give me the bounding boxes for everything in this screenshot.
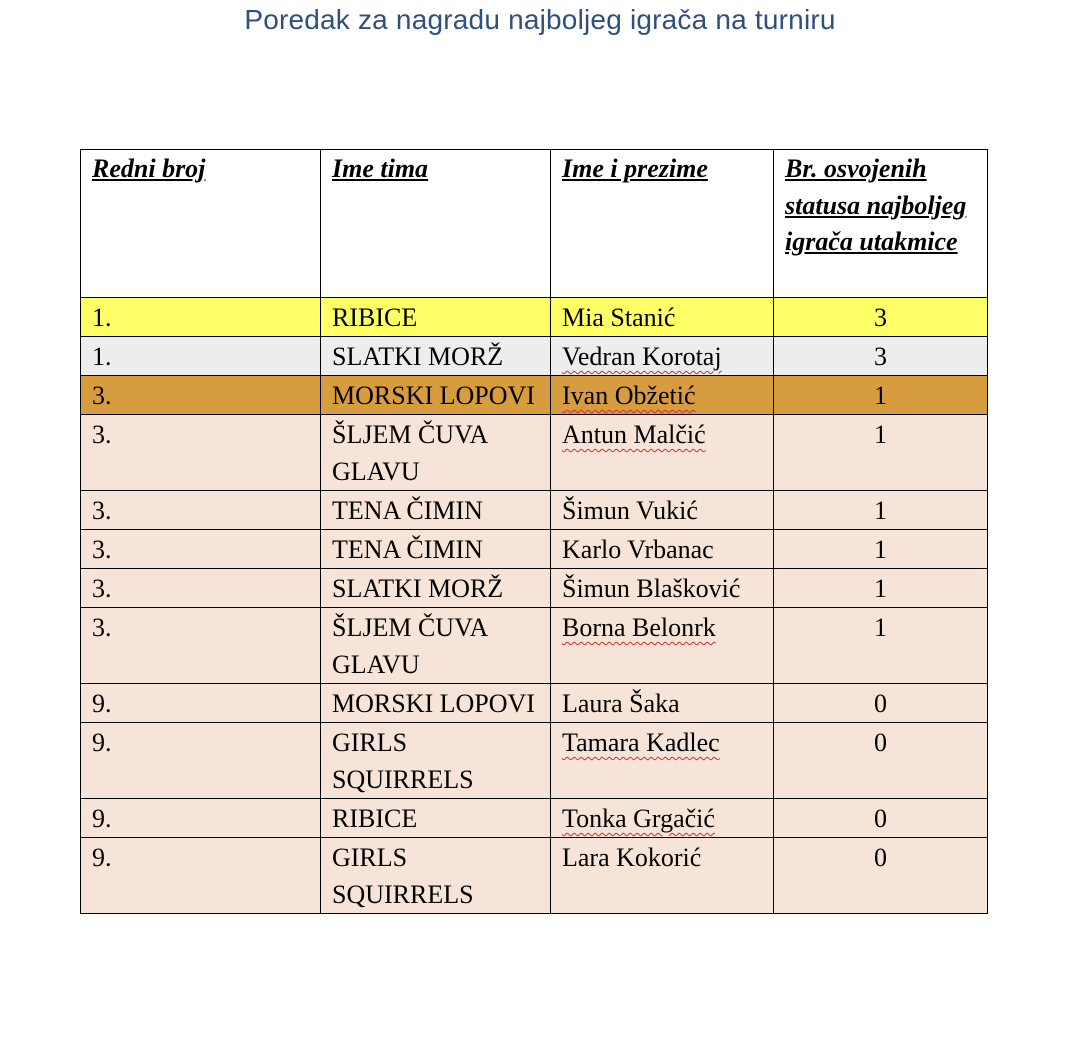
cell-count: 0 (774, 684, 988, 723)
cell-team: TENA ČIMIN (321, 491, 551, 530)
cell-rank: 9. (81, 838, 321, 914)
header-rank: Redni broj (81, 150, 321, 298)
cell-team: SLATKI MORŽ (321, 337, 551, 376)
cell-count: 1 (774, 530, 988, 569)
cell-count: 1 (774, 491, 988, 530)
cell-name (551, 491, 774, 530)
table-row (81, 684, 988, 723)
cell-name-text: Šimun Blašković (562, 574, 741, 603)
table-row (81, 415, 988, 491)
cell-count: 0 (774, 723, 988, 799)
cell-name-text: Karlo Vrbanac (562, 535, 714, 564)
cell-count: 1 (774, 415, 988, 491)
cell-name (551, 415, 774, 491)
cell-name-text: Borna Belonrk (562, 613, 716, 642)
cell-name-text: Antun Malčić (562, 420, 706, 449)
cell-rank: 3. (81, 376, 321, 415)
cell-rank: 9. (81, 799, 321, 838)
cell-rank: 3. (81, 569, 321, 608)
cell-name-text: Tamara Kadlec (562, 728, 720, 757)
cell-team: GIRLS SQUIRRELS (321, 723, 551, 799)
cell-name (551, 684, 774, 723)
cell-name-text: Laura Šaka (562, 689, 680, 718)
cell-count: 1 (774, 376, 988, 415)
table-row (81, 723, 988, 799)
cell-rank: 3. (81, 491, 321, 530)
table-row (81, 530, 988, 569)
cell-name (551, 608, 774, 684)
cell-name-text: Vedran Korotaj (562, 342, 722, 371)
cell-count: 0 (774, 838, 988, 914)
cell-team: RIBICE (321, 298, 551, 337)
cell-count: 0 (774, 799, 988, 838)
cell-name (551, 530, 774, 569)
header-team: Ime tima (321, 150, 551, 298)
cell-team: RIBICE (321, 799, 551, 838)
cell-name-text: Ivan Obžetić (562, 381, 696, 410)
cell-name-text: Mia Stanić (562, 303, 676, 332)
cell-count: 1 (774, 608, 988, 684)
cell-rank: 3. (81, 530, 321, 569)
header-name: Ime i prezime (551, 150, 774, 298)
cell-name (551, 838, 774, 914)
cell-count: 3 (774, 337, 988, 376)
table-row (81, 298, 988, 337)
table-row (81, 838, 988, 914)
cell-name-text: Lara Kokorić (562, 843, 702, 872)
cell-name-text: Šimun Vukić (562, 496, 698, 525)
table-row (81, 337, 988, 376)
table-row (81, 376, 988, 415)
cell-name (551, 298, 774, 337)
cell-rank: 3. (81, 415, 321, 491)
table-row (81, 799, 988, 838)
cell-name (551, 799, 774, 838)
cell-rank: 9. (81, 723, 321, 799)
table-header-row (81, 150, 988, 298)
header-count: Br. osvojenih statusa najboljeg igrača utakmice (774, 150, 988, 298)
table-row (81, 608, 988, 684)
cell-rank: 1. (81, 298, 321, 337)
cell-name-text: Tonka Grgačić (562, 804, 715, 833)
cell-count: 3 (774, 298, 988, 337)
cell-team: MORSKI LOPOVI (321, 376, 551, 415)
cell-team: ŠLJEM ČUVA GLAVU (321, 608, 551, 684)
ranking-table (80, 149, 988, 914)
cell-team: GIRLS SQUIRRELS (321, 838, 551, 914)
cell-name (551, 376, 774, 415)
cell-team: SLATKI MORŽ (321, 569, 551, 608)
cell-rank: 9. (81, 684, 321, 723)
table-row (81, 491, 988, 530)
cell-team: ŠLJEM ČUVA GLAVU (321, 415, 551, 491)
cell-count: 1 (774, 569, 988, 608)
cell-name (551, 569, 774, 608)
document-title: Poredak za nagradu najboljeg igrača na turniru (244, 4, 836, 35)
cell-name (551, 723, 774, 799)
table-row (81, 569, 988, 608)
cell-rank: 3. (81, 608, 321, 684)
cell-rank: 1. (81, 337, 321, 376)
cell-team: MORSKI LOPOVI (321, 684, 551, 723)
cell-team: TENA ČIMIN (321, 530, 551, 569)
cell-name (551, 337, 774, 376)
